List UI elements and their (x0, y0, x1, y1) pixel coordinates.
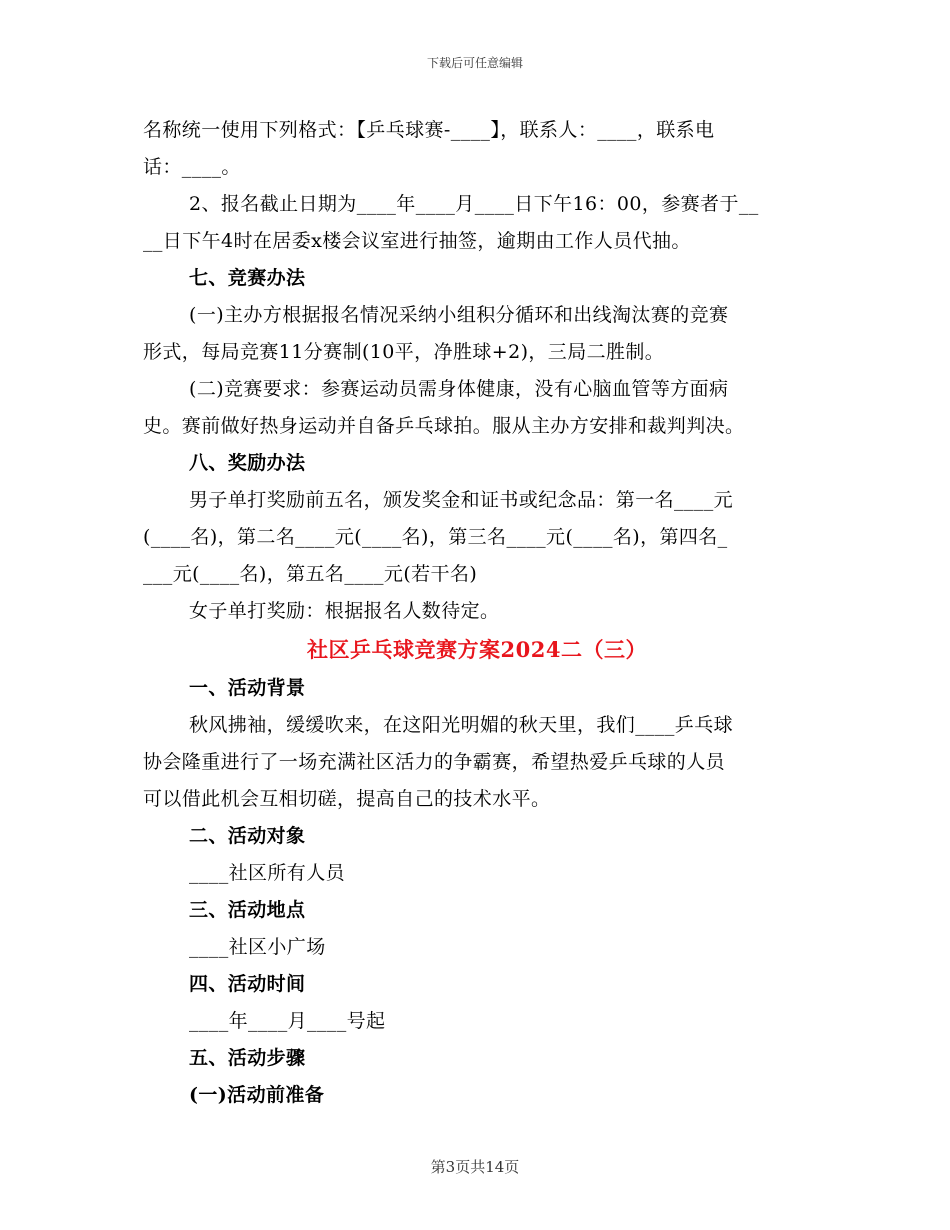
paragraph-line: 史。赛前做好热身运动并自备乒乓球拍。服从主办方安排和裁判判决。 (143, 415, 745, 437)
document-body (143, 112, 811, 1114)
paragraph-line: 形式，每局竞赛11分赛制(10平，净胜球+2)，三局二胜制。 (143, 341, 665, 363)
paragraph-line: 可以借此机会互相切磋，提高自己的技术水平。 (143, 788, 551, 810)
paragraph-line: 女子单打奖励：根据报名人数待定。 (189, 600, 500, 622)
paragraph-line: __日下午4时在居委x楼会议室进行抽签，逾期由工作人员代抽。 (143, 230, 691, 252)
paragraph-line: (一)主办方根据报名情况采纳小组积分循环和出线淘汰赛的竞赛 (189, 304, 729, 326)
paragraph-line: 名称统一使用下列格式：【乒乓球赛-____】，联系人：____，联系电 (143, 119, 715, 141)
section-heading: 七、竞赛办法 (189, 267, 306, 289)
section-heading: 一、活动背景 (189, 677, 306, 699)
section-heading: 四、活动时间 (189, 973, 306, 995)
paragraph-line: ____社区小广场 (189, 936, 326, 958)
paragraph-line: (二)竞赛要求：参赛运动员需身体健康，没有心脑血管等方面病 (189, 378, 729, 400)
page-header: 下载后可任意编辑 (426, 56, 523, 70)
paragraph-line: 2、报名截止日期为____年____月____日下午16：00，参赛者于__ (189, 193, 759, 215)
paragraph-line: 协会隆重进行了一场充满社区活力的争霸赛，希望热爱乒乓球的人员 (143, 751, 726, 773)
paragraph-line: 话：____。 (143, 156, 241, 178)
section-heading: 五、活动步骤 (189, 1047, 306, 1069)
paragraph-line: ___元(____名)，第五名____元(若干名) (143, 563, 478, 585)
text-block-part1 (143, 112, 811, 630)
section-heading: 八、奖励办法 (189, 452, 306, 474)
section-heading: (一)活动前准备 (189, 1084, 325, 1106)
page-footer: 第3页共14页 (430, 1158, 520, 1176)
text-block-part2 (143, 670, 811, 1114)
section-title: 社区乒乓球竞赛方案2024二（三） (307, 637, 647, 662)
paragraph-line: 男子单打奖励前五名，颁发奖金和证书或纪念品：第一名____元 (189, 489, 734, 511)
section-heading: 三、活动地点 (189, 899, 306, 921)
paragraph-line: ____年____月____号起 (189, 1010, 386, 1032)
paragraph-line: 秋风拂袖，缓缓吹来，在这阳光明媚的秋天里，我们____乒乓球 (189, 714, 734, 736)
paragraph-line: (____名)，第二名____元(____名)，第三名____元(____名)，第四名_ (143, 526, 728, 548)
section-heading: 二、活动对象 (189, 825, 306, 847)
paragraph-line: ____社区所有人员 (189, 862, 346, 884)
